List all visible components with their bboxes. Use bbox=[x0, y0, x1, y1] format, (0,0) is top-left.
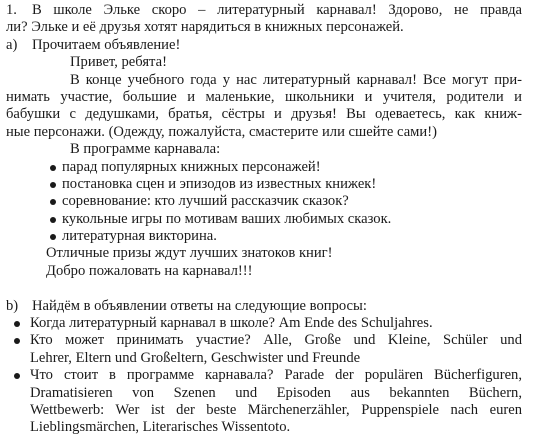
answer-item-continuation: Lehrer, Eltern und Großeltern, Geschwister und Freunde bbox=[30, 349, 361, 366]
answers-list bbox=[6, 315, 522, 437]
section-gap bbox=[6, 280, 538, 297]
bullet-icon bbox=[14, 338, 20, 344]
program-item: кукольные игры по мотивам ваших любимых сказок. bbox=[6, 211, 522, 228]
bullet-icon bbox=[50, 234, 56, 240]
answer-item-continuation: Lieblingsmärchen, Literarisches Wissentoto. bbox=[30, 419, 291, 436]
program-item: парад популярных книжных персонажей! bbox=[6, 159, 522, 176]
bullet-icon bbox=[50, 165, 56, 171]
bullet-icon bbox=[50, 182, 56, 188]
answer-item-continuation: Dramatisieren von Szenen und Episoden aus bekannten Büchern, bbox=[30, 384, 522, 401]
answer-item: Кто может принимать участие? Alle, Große und Kleine, Schüler und bbox=[6, 332, 522, 349]
answer-item: Что стоит в программе карнавала? Parade der populären Bücherfiguren, bbox=[6, 367, 522, 384]
part-a bbox=[6, 37, 522, 280]
part-b-marker: b) bbox=[6, 297, 19, 314]
announcement-paragraph bbox=[6, 72, 522, 142]
program-item: постановка сцен и эпизодов из известных книжек! bbox=[6, 176, 522, 193]
program-item: соревнование: кто лучший рассказчик сказок? bbox=[6, 193, 522, 210]
bullet-icon bbox=[50, 199, 56, 205]
program-heading: В программе карнавала: bbox=[70, 141, 221, 158]
bullet-icon bbox=[50, 217, 56, 223]
paragraph-line-1: В конце учебного года у нас литературный карнавал! Все могут при- bbox=[70, 71, 522, 88]
closing-line-1: Отличные призы ждут лучших знатоков книг! bbox=[46, 245, 333, 262]
answer-item: Когда литературный карнавал в школе? Am Ende des Schuljahres. bbox=[6, 315, 522, 332]
paragraph-line-3: бабушки с дедушками, братья, сёстры и друзья! Вы одеваетесь, как книж- bbox=[6, 106, 522, 123]
answer-item-continuation: Wettbewerb: Wer ist der beste Märchenerzähler, Puppenspiele nach euren bbox=[30, 401, 522, 418]
part-a-task: а) Прочитаем объявление! bbox=[6, 36, 181, 53]
exercise-intro bbox=[6, 2, 522, 37]
program-list bbox=[6, 159, 522, 246]
paragraph-line-2: нимать участие, большие и маленькие, школьники и учителя, родители и bbox=[6, 88, 522, 105]
exercise-number: 1. bbox=[6, 2, 17, 18]
part-b-task: b) Найдём в объявлении ответы на следующие вопросы: bbox=[6, 297, 367, 314]
intro-line-1: 1. В школе Эльке скоро – литературный карнавал! Здорово, не правда bbox=[6, 2, 522, 18]
paragraph-line-4: ные персонажи. (Одежду, пожалуйста, смастерите или сшейте сами!) bbox=[6, 123, 437, 140]
greeting: Привет, ребята! bbox=[70, 54, 167, 71]
part-b bbox=[6, 298, 522, 437]
intro-line-2: ли? Эльке и её друзья хотят нарядиться в книжных персонажей. bbox=[6, 19, 404, 36]
program-item: литературная викторина. bbox=[6, 228, 522, 245]
part-a-marker: а) bbox=[6, 36, 18, 53]
bullet-icon bbox=[14, 373, 20, 379]
bullet-icon bbox=[14, 321, 20, 327]
closing-line-2: Добро пожаловать на карнавал!!! bbox=[46, 262, 253, 279]
